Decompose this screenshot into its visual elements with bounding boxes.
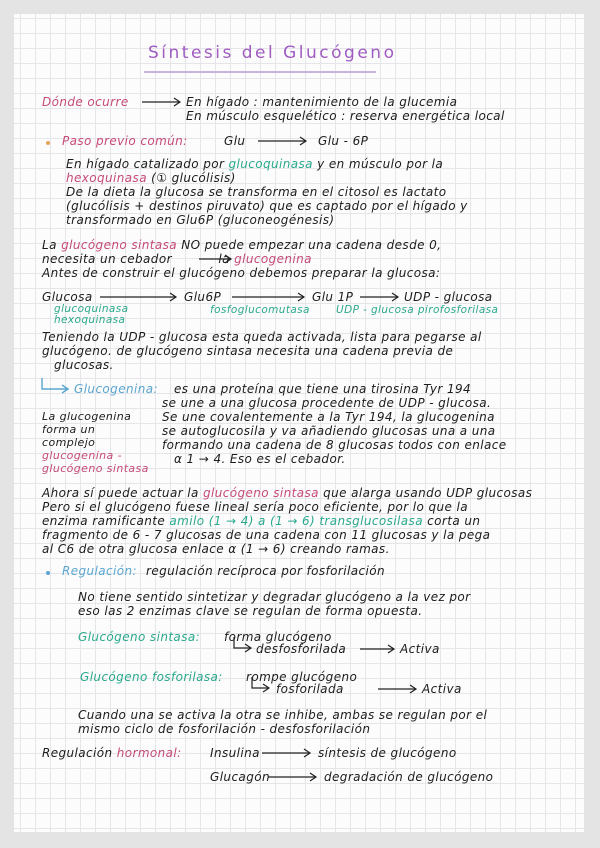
glucogenina-line-2: se une a una glucosa procedente de UDP - glucosa.	[162, 396, 492, 410]
p4-line-b: Pero si el glucógeno fuese lineal sería poco eficiente, por lo que la	[42, 500, 468, 514]
turn-arrow-icon	[250, 677, 272, 693]
p1-line-a: En hígado catalizado por glucoquinasa y en músculo por la	[66, 157, 444, 171]
arrow-icon	[142, 97, 182, 107]
fosforilasa-activa: Activa	[422, 682, 462, 696]
insulina-label: Insulina	[210, 746, 260, 760]
sintasa-line-1: forma glucógeno	[224, 630, 332, 644]
p1-line-b: hexoquinasa (① glucólisis)	[66, 171, 236, 185]
sintasa-label: Glucógeno sintasa:	[78, 630, 201, 644]
p4-line-e: al C6 de otra glucosa enlace α (1 → 6) creando ramas.	[42, 542, 390, 556]
side-note-3: complejo	[42, 436, 96, 449]
p3-line-a: Teniendo la UDP - glucosa esta queda activada, lista para pegarse al	[42, 330, 482, 344]
bullet-icon	[46, 141, 50, 145]
fosforilasa-line-2: fosforilada	[276, 682, 344, 696]
p3-line-c: glucosas.	[54, 358, 114, 372]
p2-line-b: necesita un cebador la glucogenina	[42, 252, 312, 266]
glucogenina-label: Glucogenina:	[74, 382, 158, 396]
fosforilasa-line-1: rompe glucógeno	[246, 670, 358, 684]
hormonal-label: Regulación hormonal:	[42, 746, 182, 760]
donde-line-2: En músculo esquelético : reserva energética local	[186, 109, 505, 123]
glucogenina-line-1: es una proteína que tiene una tirosina Tyr 194	[174, 382, 472, 396]
p1-line-e: transformado en Glu6P (gluconeogénesis)	[66, 213, 335, 227]
p5-line-a: Cuando una se activa la otra se inhibe, ambas se regulan por el	[78, 708, 488, 722]
paso-label: Paso previo común:	[62, 134, 188, 148]
glucogenina-line-5: formando una cadena de 8 glucosas todos con enlace	[162, 438, 507, 452]
regulacion-p2: eso las 2 enzimas clave se regulan de forma opuesta.	[78, 604, 423, 618]
arrow-icon	[262, 748, 312, 758]
sintasa-activa: Activa	[400, 642, 440, 656]
arrow-icon	[360, 644, 396, 654]
bullet-icon	[46, 571, 50, 575]
p1-line-c: De la dieta la glucosa se transforma en el citosol es lactato	[66, 185, 447, 199]
arrow-icon	[268, 772, 318, 782]
p2-line-c: Antes de construir el glucógeno debemos preparar la glucosa:	[42, 266, 441, 280]
donde-label: Dónde ocurre	[42, 95, 129, 109]
notebook-page	[14, 14, 584, 832]
p2-line-a: La glucógeno sintasa NO puede empezar una cadena desde 0,	[42, 238, 442, 252]
turn-arrow-icon	[40, 378, 72, 394]
enzyme-udp-pirofosforilasa: UDP - glucosa pirofosforilasa	[336, 304, 499, 316]
title-underline	[144, 71, 376, 73]
side-note-1: La glucogenina	[42, 410, 132, 423]
fosforilasa-label: Glucógeno fosforilasa:	[80, 670, 223, 684]
page-title: Síntesis del Glucógeno	[148, 43, 397, 63]
chain-glu6p: Glu6P	[184, 290, 222, 304]
glucogenina-line-4: se autoglucosila y va añadiendo glucosas una a una	[162, 424, 496, 438]
side-note-4: glucogenina -	[42, 449, 122, 462]
regulacion-p1: No tiene sentido sintetizar y degradar glucógeno a la vez por	[78, 590, 471, 604]
sintasa-line-2: desfosforilada	[256, 642, 347, 656]
insulina-effect: síntesis de glucógeno	[318, 746, 457, 760]
arrow-icon	[258, 136, 308, 146]
chain-glu1p: Glu 1P	[312, 290, 354, 304]
enzyme-glucoquinasa: glucoquinasa	[54, 303, 129, 315]
arrow-icon	[378, 684, 418, 694]
p4-line-c: enzima ramificante amilo (1 → 4) a (1 → 6) transglucosilasa corta un	[42, 514, 481, 528]
glucagon-label: Glucagón	[210, 770, 270, 784]
arrow-icon	[232, 292, 306, 302]
paso-to: Glu - 6P	[318, 134, 369, 148]
regulacion-label: Regulación:	[62, 564, 137, 578]
regulacion-text: regulación recíproca por fosforilación	[146, 564, 385, 578]
glucagon-effect: degradación de glucógeno	[324, 770, 494, 784]
p4-line-a: Ahora sí puede actuar la glucógeno sintasa que alarga usando UDP glucosas	[42, 486, 533, 500]
p5-line-b: mismo ciclo de fosforilación - desfosforilación	[78, 722, 371, 736]
glucogenina-line-6: α 1 → 4. Eso es el cebador.	[174, 452, 346, 466]
p3-line-b: glucógeno. de glucógeno sintasa necesita una cadena previa de	[42, 344, 454, 358]
donde-line-1: En hígado : mantenimiento de la glucemia	[186, 95, 458, 109]
chain-udp-glucosa: UDP - glucosa	[404, 290, 493, 304]
enzyme-fosfoglucomutasa: fosfoglucomutasa	[210, 304, 310, 316]
glucogenina-line-3: Se une covalentemente a la Tyr 194, la glucogenina	[162, 410, 495, 424]
p4-line-d: fragmento de 6 - 7 glucosas de una cadena con 11 glucosas y la pega	[42, 528, 491, 542]
p1-line-d: (glucólisis + destinos piruvato) que es captado por el hígado y	[66, 199, 468, 213]
chain-glucosa: Glucosa	[42, 290, 93, 304]
arrow-icon	[100, 292, 178, 302]
arrow-icon	[360, 292, 400, 302]
turn-arrow-icon	[232, 637, 254, 653]
side-note-2: forma un	[42, 423, 96, 436]
side-note-5: glucógeno sintasa	[42, 462, 149, 475]
enzyme-hexoquinasa: hexoquinasa	[54, 314, 126, 326]
paso-from: Glu	[224, 134, 246, 148]
arrow-icon	[199, 254, 233, 264]
